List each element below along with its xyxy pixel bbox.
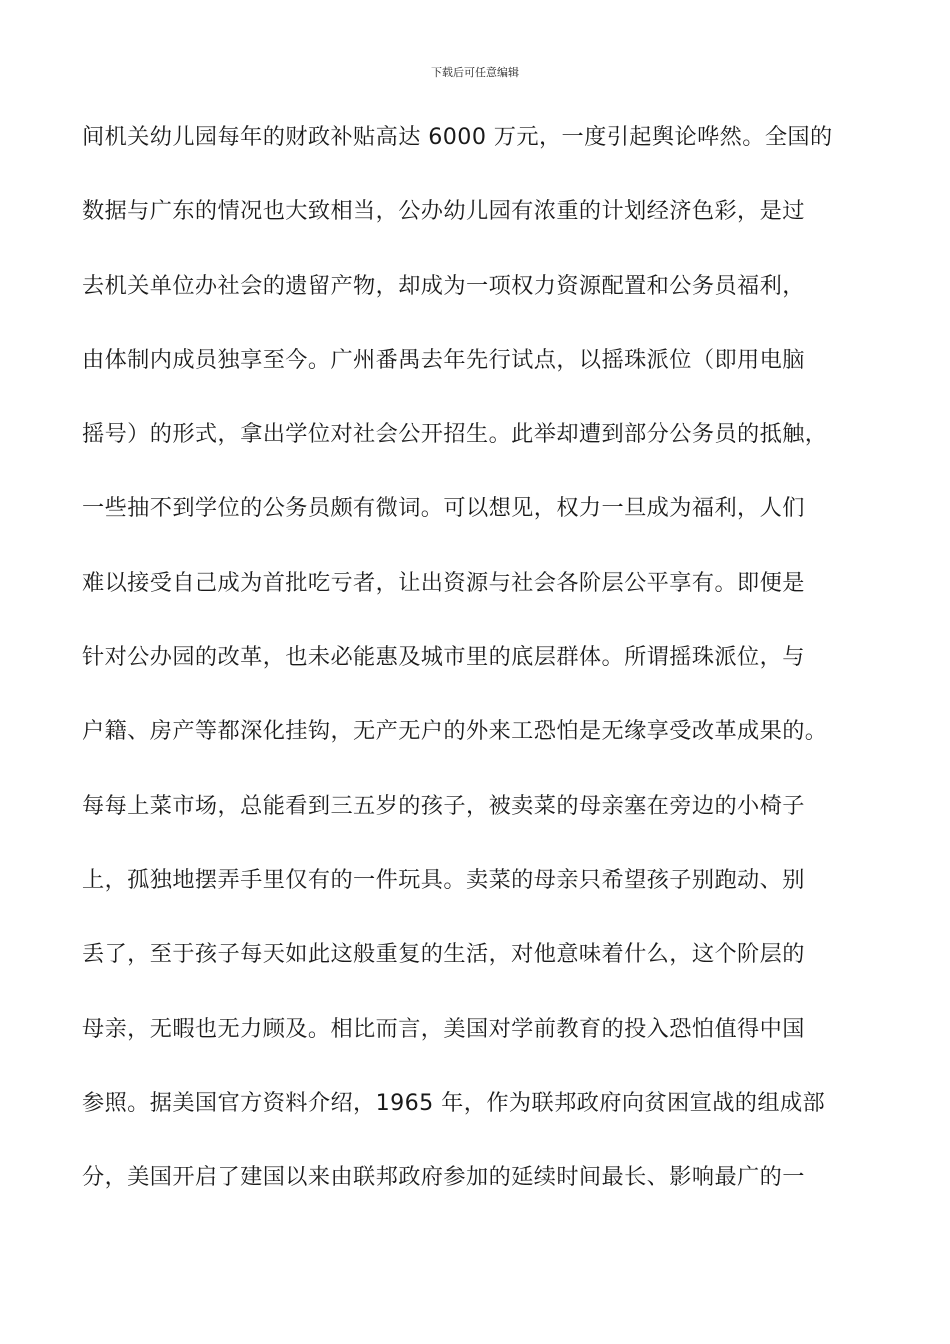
text-line: 数据与广东的情况也大致相当，公办幼儿园有浓重的计划经济色彩，是过 [82,198,805,225]
text-line: 参照。据美国官方资料介绍，1965 年，作为联邦政府向贫困宣战的组成部 [82,1089,826,1116]
text-line: 户籍、房产等都深化挂钩，无产无户的外来工恐怕是无缘享受改革成果的。 [82,718,828,745]
text-line: 难以接受自己成为首批吃亏者，让出资源与社会各阶层公平享有。即便是 [82,569,805,596]
text-line: 上，孤独地摆弄手里仅有的一件玩具。卖菜的母亲只希望孩子别跑动、别 [82,866,805,893]
text-line: 一些抽不到学位的公务员颇有微词。可以想见，权力一旦成为福利，人们 [82,495,805,522]
text-line: 去机关单位办社会的遗留产物，却成为一项权力资源配置和公务员福利， [82,272,805,299]
text-line: 分，美国开启了建国以来由联邦政府参加的延续时间最长、影响最广的一 [82,1164,805,1191]
text-line: 针对公办园的改革，也未必能惠及城市里的底层群体。所谓摇珠派位，与 [82,644,805,671]
text-line: 母亲，无暇也无力顾及。相比而言，美国对学前教育的投入恐怕值得中国 [82,1015,805,1042]
text-line: 每每上菜市场，总能看到三五岁的孩子，被卖菜的母亲塞在旁边的小椅子 [82,792,805,819]
text-line: 丢了，至于孩子每天如此这般重复的生活，对他意味着什么，这个阶层的 [82,941,805,968]
text-line: 间机关幼儿园每年的财政补贴高达 6000 万元，一度引起舆论哗然。全国的 [82,124,833,150]
text-line: 摇号）的形式，拿出学位对社会公开招生。此举却遭到部分公务员的抵触， [82,421,828,448]
text-line: 由体制内成员独享至今。广州番禺去年先行试点，以摇珠派位（即用电脑 [82,346,805,373]
body-text [82,112,942,1226]
page-header: 下载后可任意编辑 [431,66,519,79]
